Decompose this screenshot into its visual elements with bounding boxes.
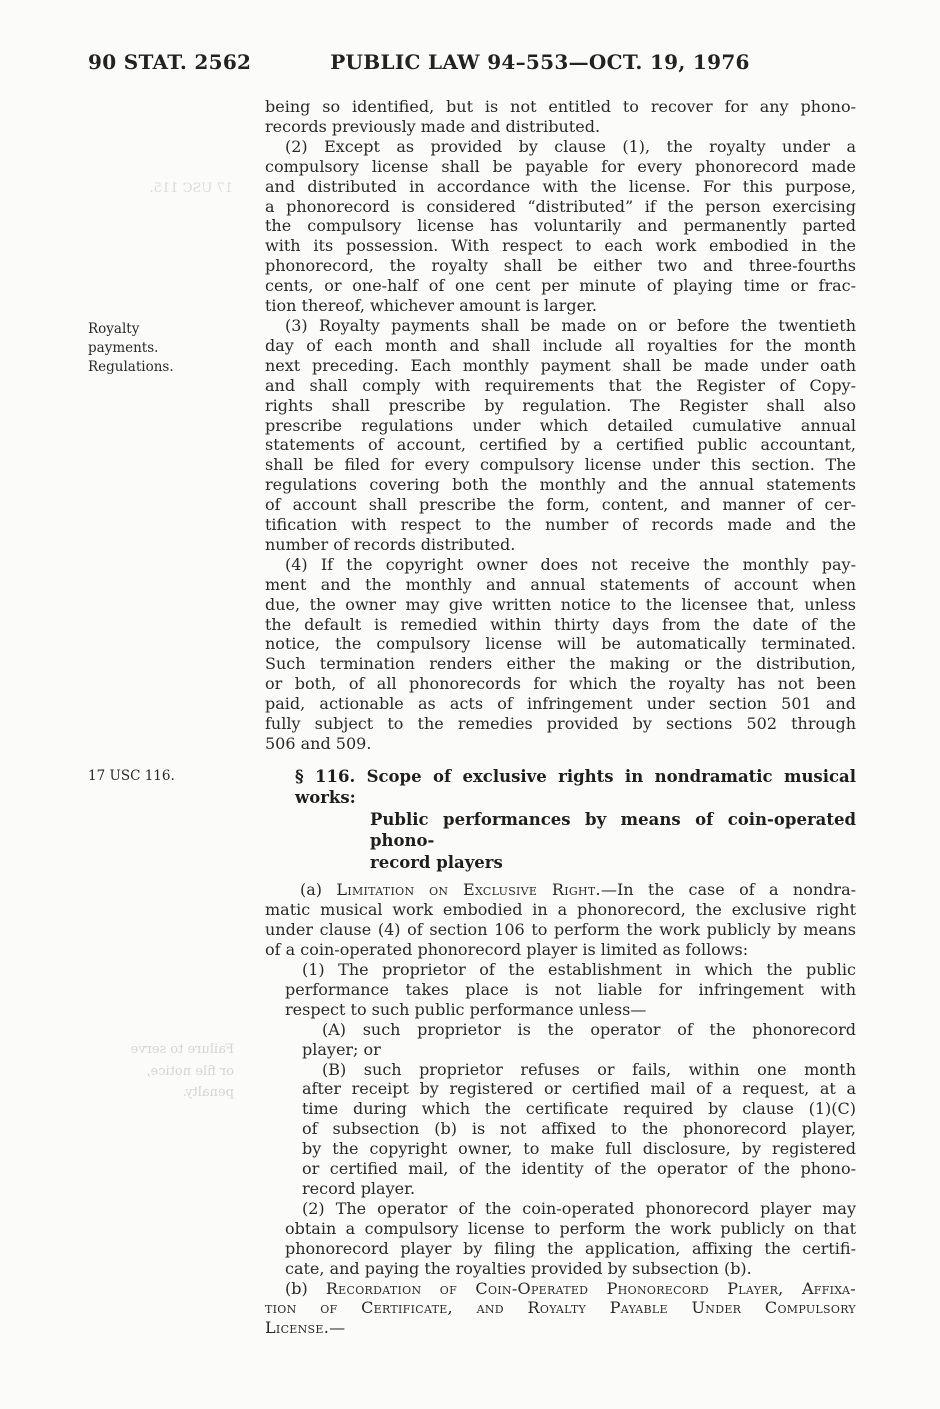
margin-note-17-usc-116: 17 USC 116. xyxy=(88,768,175,784)
paragraph-continuation: being so identified, but is not entitled to recover for any phono- records previously made and distributed. xyxy=(265,97,856,136)
section-116-heading: § 116. Scope of exclusive rights in nondramatic musical works: Public performances by means of coin-operated phono- record players xyxy=(295,766,856,872)
paragraph-item-1: (1) The proprietor of the establishment in which the public performance takes place is not liable for infringement with respect to such public performance unless— xyxy=(285,960,856,1019)
paragraph-clause-2: (2) Except as provided by clause (1), the royalty under a compulsory license shall be payable for every phonorecord made and distributed in accordance with the license. For this purpose, a phonorecord is considered “distributed” if the person exercising the compulsory license has voluntarily and permanently parted with its possession. With respect to each work embodied in the phonorecord, the royalty shall be either two and three-fourths cents, or one-half of one cent per minute of playing time or frac- tion thereof, whichever amount is larger. xyxy=(265,136,856,316)
body-text-column xyxy=(265,97,856,1338)
bleedthrough-note-failure-to-serve: Failure to serve or file notice, penalty. xyxy=(130,1042,234,1100)
paragraph-item-1A: (A) such proprietor is the operator of the phonorecord player; or xyxy=(302,1019,856,1059)
stat-page-number: 90 STAT. 2562 xyxy=(88,50,252,74)
paragraph-item-2: (2) The operator of the coin-operated phonorecord player may obtain a compulsory license to perform the work publicly on that phonorecord player by filing the application, affixing the certifi- cate, and paying the royalties provided by subsection (b). xyxy=(285,1198,856,1278)
paragraph-subsection-b: (b) Recordation of Coin-Operated Phonorecord Player, Affixa- tion of Certificate, and Royalty Payable Under Compulsory License.— xyxy=(265,1278,856,1338)
running-head-law-title: PUBLIC LAW 94–553—OCT. 19, 1976 xyxy=(330,50,750,74)
paragraph-clause-4: (4) If the copyright owner does not receive the monthly pay- ment and the monthly and annual statements of account when due, the owner may give written notice to the licensee that, unless the default is remedied within thirty days from the date of the notice, the compulsory license will be automatically terminated. Such termination renders either the making or the distribution, or both, of all phonorecords for which the royalty has not been paid, actionable as acts of infringement under section 501 and fully subject to the remedies provided by sections 502 through 506 and 509. xyxy=(265,554,856,753)
paragraph-subsection-a: (a) Limitation on Exclusive Right.—In the case of a nondra- matic musical work embodied in a phonorecord, the exclusive right under clause (4) of section 106 to perform the work publicly by means of a coin-operated phonorecord player is limited as follows: xyxy=(265,880,857,960)
bleedthrough-note-17-usc-115: 17 USC 115. xyxy=(149,181,233,196)
paragraph-clause-3: (3) Royalty payments shall be made on or before the twentieth day of each month and shall include all royalties for the month next preceding. Each monthly payment shall be made under oath and shall comply with requirements that the Register of Copy- rights shall prescribe by regulation. The Register shall also prescribe regulations under which detailed cumulative annual statements of account, certified by a certified public accountant, shall be filed for every compulsory license under this section. The regulations covering both the monthly and the annual statements of account shall prescribe the form, content, and manner of cer- tification with respect to the number of records made and the number of records distributed. xyxy=(265,315,856,554)
paragraph-item-1B: (B) such proprietor refuses or fails, within one month after receipt by registered or certified mail of a request, at a time during which the certificate required by clause (1)(C) of subsection (b) is not affixed to the phonorecord player, by the copyright owner, to make full disclosure, by registered or certified mail, of the identity of the operator of the phono- record player. xyxy=(302,1059,856,1198)
margin-note-royalty-payments: Royalty payments. Regulations. xyxy=(88,321,174,375)
